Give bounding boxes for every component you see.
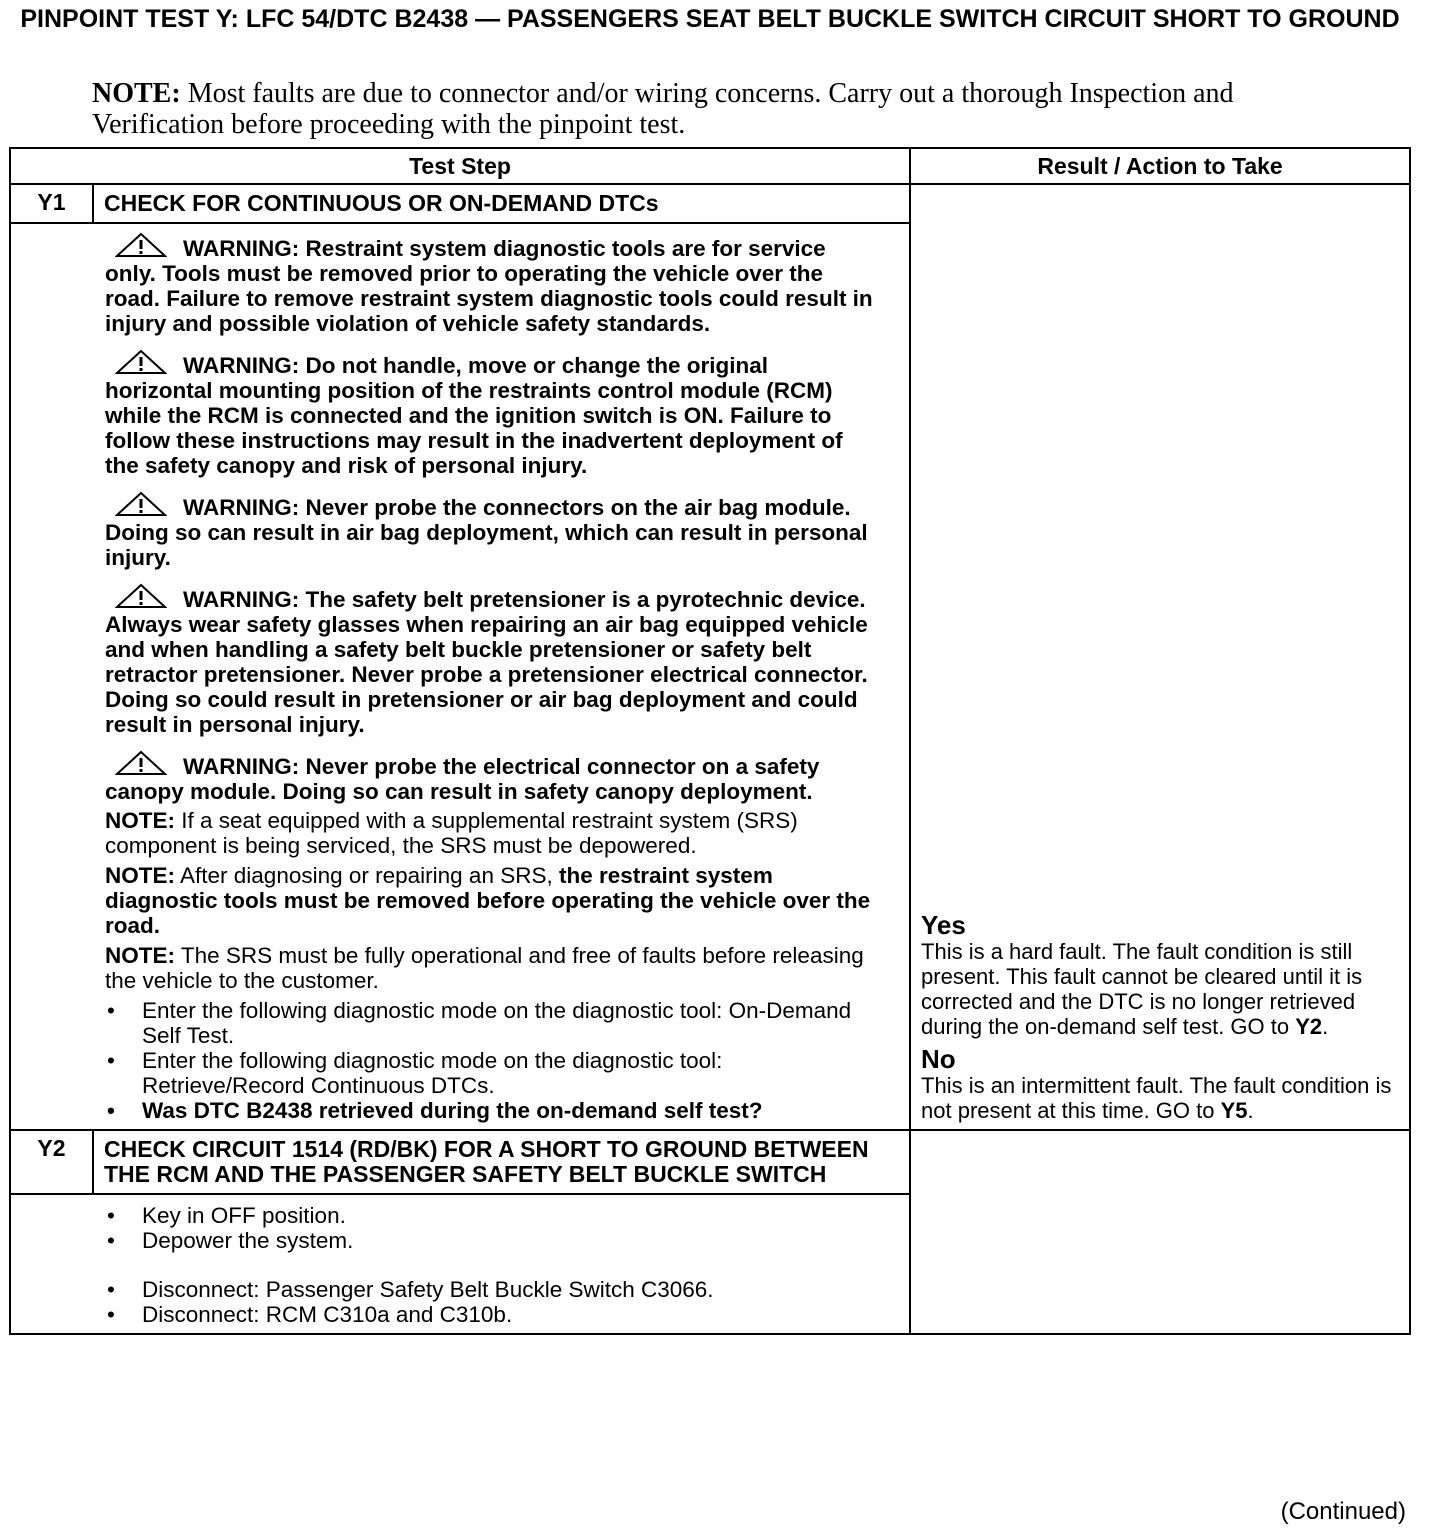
- warning-5: [105, 750, 879, 804]
- warning-5-text: WARNING: Never probe the electrical connector on a safety canopy module. Doing so can result in safety canopy deployment.: [105, 754, 820, 804]
- warning-triangle-icon: [115, 583, 167, 609]
- step-id-y2: Y2: [10, 1130, 93, 1194]
- warning-2: [105, 349, 879, 478]
- y2-bullet-list-a: [105, 1203, 879, 1253]
- note-3: [105, 943, 879, 993]
- step-body-y2: [10, 1194, 910, 1334]
- yes-text-body: This is a hard fault. The fault condition is still present. This fault cannot be cleared until it is corrected and the DTC is no longer retrieved during the on-demand self test. GO to: [921, 939, 1363, 1039]
- question-item: • Was DTC B2438 retrieved during the on-demand self test?: [105, 1098, 879, 1123]
- note-2: [105, 863, 879, 938]
- warning-2-text: WARNING: Do not handle, move or change the original horizontal mounting position of the restraints control module (RCM) while the RCM is connected and the ignition switch is ON. Failure to follow these instructions may result in the inadvertent deployment of the safety canopy and risk of personal injury.: [105, 353, 843, 478]
- intro-note-label: NOTE:: [92, 78, 181, 109]
- no-label: No: [921, 1044, 956, 1074]
- yes-goto: Y2: [1295, 1014, 1323, 1039]
- note-1: [105, 808, 879, 858]
- y1-bullet-list: [105, 998, 879, 1123]
- note-3-text: The SRS must be fully operational and free of faults before releasing the vehicle to the customer.: [105, 943, 864, 993]
- warning-1-text: WARNING: Restraint system diagnostic tools are for service only. Tools must be removed prior to operating the vehicle over the road. Failure to remove restraint system diagnostic tools could result in injury and possible violation of vehicle safety standards.: [105, 236, 873, 336]
- intro-note: [92, 78, 1292, 140]
- warning-4-text: WARNING: The safety belt pretensioner is a pyrotechnic device. Always wear safety glasses when repairing an air bag equipped vehicle and when handling a safety belt buckle pretensioner or safety belt retractor pretensioner. Never probe a pretensioner electrical connector. Doing so could result in pretensioner or air bag deployment and could result in personal injury.: [105, 587, 868, 737]
- list-item: • Key in OFF position.: [105, 1203, 879, 1228]
- list-item: • Disconnect: Passenger Safety Belt Buckle Switch C3066.: [105, 1277, 879, 1302]
- yes-text: This is a hard fault. The fault condition is still present. This fault cannot be cleared until it is corrected and the DTC is no longer retrieved during the on-demand self test. GO to Y2.: [921, 939, 1363, 1039]
- note-2-text: After diagnosing or repairing an SRS,: [175, 863, 559, 888]
- spacer: [105, 1253, 879, 1277]
- note-2-label: NOTE:: [105, 863, 175, 888]
- warning-3: [105, 491, 879, 570]
- no-text-body: This is an intermittent fault. The fault condition is not present at this time. GO to: [921, 1073, 1392, 1123]
- list-item: • Enter the following diagnostic mode on the diagnostic tool: On-Demand Self Test.: [105, 998, 879, 1048]
- page-title: PINPOINT TEST Y: LFC 54/DTC B2438 — PASSENGERS SEAT BELT BUCKLE SWITCH CIRCUIT SHORT TO GROUND: [20, 5, 1400, 33]
- y2-bullet-list-b: [105, 1277, 879, 1327]
- list-item: • Disconnect: RCM C310a and C310b.: [105, 1302, 879, 1327]
- warning-triangle-icon: [115, 349, 167, 375]
- no-goto: Y5: [1220, 1098, 1248, 1123]
- note-1-label: NOTE:: [105, 808, 175, 833]
- y1-title-row: [10, 184, 1410, 223]
- yes-label: Yes: [921, 910, 966, 940]
- continued-label: (Continued): [1280, 1498, 1406, 1525]
- list-item: • Enter the following diagnostic mode on the diagnostic tool: Retrieve/Record Continuous DTCs.: [105, 1048, 879, 1098]
- note-1-text: If a seat equipped with a supplemental restraint system (SRS) component is being serviced, the SRS must be depowered.: [105, 808, 798, 858]
- test-step-header: Test Step: [10, 148, 910, 184]
- warning-3-text: WARNING: Never probe the connectors on the air bag module. Doing so can result in air bag deployment, which can result in personal injury.: [105, 495, 868, 570]
- step-body-y1: [10, 223, 910, 1130]
- warning-4: [105, 583, 879, 737]
- result-cell-y1: [910, 184, 1410, 1130]
- warning-triangle-icon: [115, 232, 167, 258]
- pinpoint-test-table: [9, 147, 1411, 1335]
- result-cell-y2: [910, 1130, 1410, 1334]
- step-title-y1: CHECK FOR CONTINUOUS OR ON-DEMAND DTCs: [93, 184, 910, 223]
- table-header-row: [10, 148, 1410, 184]
- step-id-y1: Y1: [10, 184, 93, 223]
- step-title-y2: CHECK CIRCUIT 1514 (RD/BK) FOR A SHORT TO GROUND BETWEEN THE RCM AND THE PASSENGER SAFETY BELT BUCKLE SWITCH: [93, 1130, 910, 1194]
- list-item: • Depower the system.: [105, 1228, 879, 1253]
- result-header: Result / Action to Take: [910, 148, 1410, 184]
- warning-1: [105, 232, 879, 336]
- y2-title-row: [10, 1130, 1410, 1194]
- warning-triangle-icon: [115, 750, 167, 776]
- no-text: This is an intermittent fault. The fault condition is not present at this time. GO to Y5.: [921, 1073, 1392, 1123]
- note-3-label: NOTE:: [105, 943, 175, 968]
- note-2-bold: the restraint system diagnostic tools must be removed before operating the vehicle over the road.: [105, 863, 871, 938]
- warning-triangle-icon: [115, 491, 167, 517]
- intro-note-text: Most faults are due to connector and/or wiring concerns. Carry out a thorough Inspection and Verification before proceeding with the pinpoint test.: [92, 78, 1234, 140]
